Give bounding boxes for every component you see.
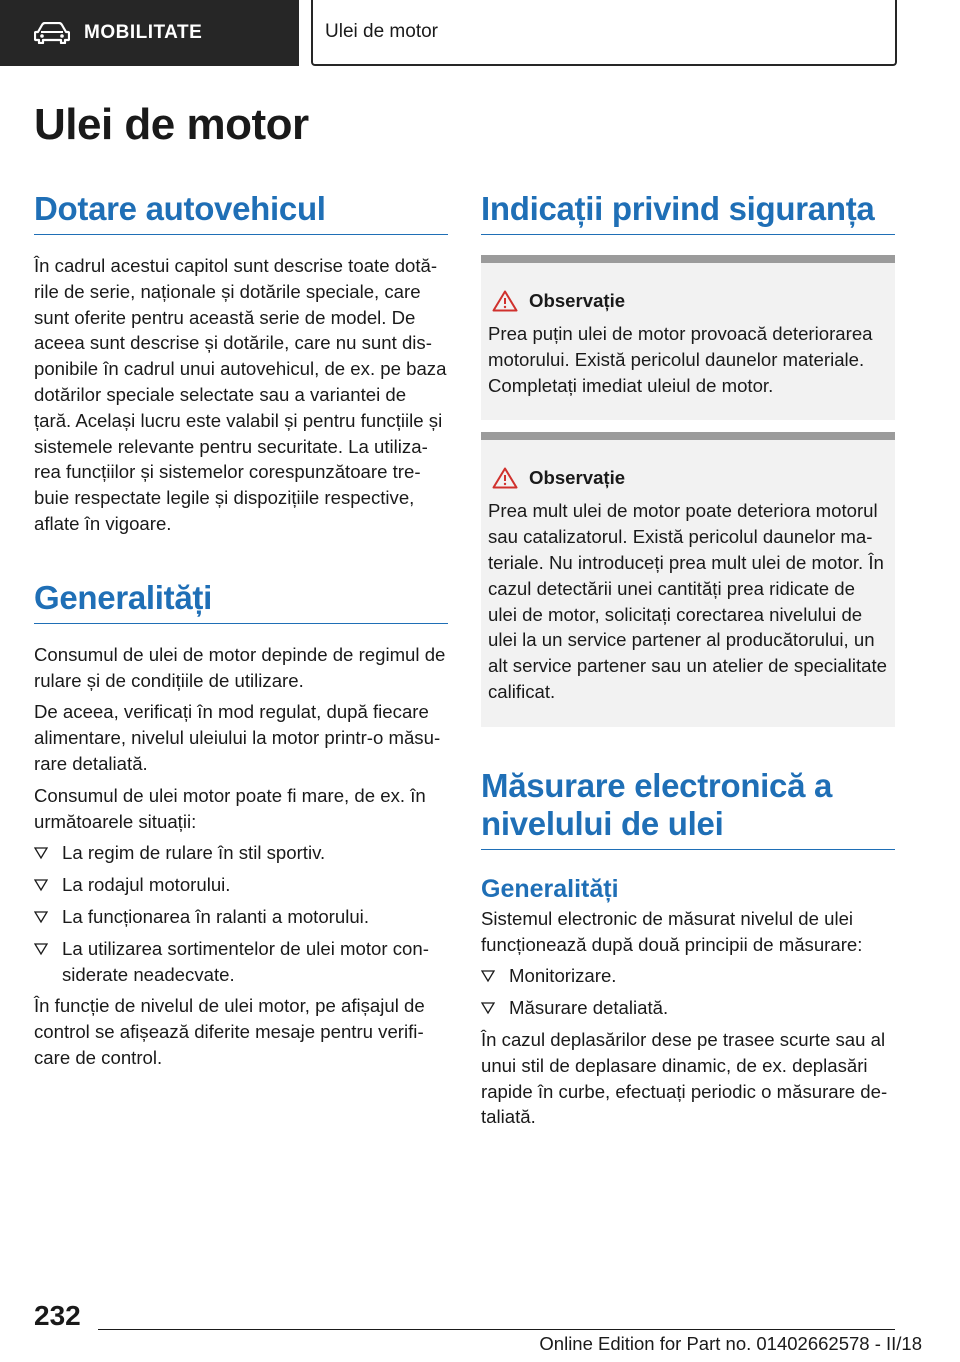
general-paragraph-4: În funcție de nivelul de ulei motor, pe afișajul de control se afișează diferite mesaje pentru verificare de control. <box>34 995 425 1068</box>
page-header <box>0 0 960 66</box>
page-title: Ulei de motor <box>34 100 309 149</box>
section-title-electronic-measurement: Măsurare electronică a nivelului de ulei <box>481 767 895 850</box>
section-title-equipment: Dotare autovehicul <box>34 190 448 235</box>
warning-icon <box>492 290 518 312</box>
chapter-tab[interactable] <box>311 0 897 66</box>
measurement-paragraph-2: În cazul deplasărilor dese pe trasee scurte sau al unui stil de deplasare dinamic, de ex. deplasări rapide în curbe, efectuați periodic o măsurare detaliată. <box>481 1028 888 1128</box>
note-body: Prea puțin ulei de motor provoacă deteriorarea motorului. Există pericolul daunelor materiale. Completați imediat uleiul de motor. <box>488 323 873 396</box>
equipment-paragraph: În cadrul acestui capitol sunt descrise toate dotările de serie, naționale și dotările speciale, care sunt oferite pentru această serie de model. De aceea sunt descrise și dotările, care nu sunt disponibile în cadrul unui autovehicul, de ex. pe baza dotărilor speciale selectate sau a variantei de țară. Același lucru este valabil și pentru funcțiile și sistemele relevante pentru securitate. La utilizarea funcțiilor și sistemelor corespunzătoare trebuie respectate legile și dispozițiile respective, aflate în vigoare. <box>34 255 447 534</box>
warning-icon <box>492 467 518 489</box>
triangle-bullet-icon <box>481 969 495 983</box>
edition-note: Online Edition for Part no. 01402662578 - II/18 <box>539 1333 922 1354</box>
right-column <box>481 190 895 1130</box>
note-title: Observație <box>529 467 626 489</box>
measurement-paragraph-1: Sistemul electronic de măsurat nivelul de ulei funcționează după două principii de măsurare: <box>481 907 863 955</box>
section-title-general: Generalități <box>34 579 448 624</box>
list-item: La utilizarea sortimentelor de ulei motor considerate neadecvate. <box>34 936 448 988</box>
safety-note-1 <box>481 255 895 420</box>
note-body: Prea mult ulei de motor poate deteriora motorul sau catalizatorul. Există pericolul daunelor materiale. Nu introduceți prea mult ulei de motor. În cazul detectării unei cantități prea ridicate de ulei de motor, solicitați corectarea nivelului de ulei la un service partener al producătorului, un alt service partener sau un atelier de specialitate calificat. <box>488 500 887 702</box>
section-title-safety: Indicații privind siguranța <box>481 190 895 235</box>
note-title: Observație <box>529 290 626 311</box>
measurement-list <box>481 963 895 1021</box>
triangle-bullet-icon <box>34 846 48 860</box>
consumption-list <box>34 840 448 987</box>
list-item: La funcționarea în ralanti a motorului. <box>34 904 448 930</box>
footer-divider <box>98 1329 895 1330</box>
section-tab-label: MOBILITATE <box>84 22 203 43</box>
section-tab[interactable] <box>0 0 299 66</box>
general-paragraph-3: Consumul de ulei motor poate fi mare, de ex. în următoarele situații: <box>34 784 426 832</box>
subsection-title-general: Generalități <box>481 874 619 903</box>
left-column <box>34 190 448 1071</box>
triangle-bullet-icon <box>481 1001 495 1015</box>
list-item: La rodajul motorului. <box>34 872 448 898</box>
triangle-bullet-icon <box>34 910 48 924</box>
general-paragraph-1: Consumul de ulei de motor depinde de regimul de rulare și de condițiile de utilizare. <box>34 643 446 691</box>
safety-note-2 <box>481 432 895 726</box>
page-number: 232 <box>34 1300 81 1331</box>
chapter-tab-label: Ulei de motor <box>325 21 438 42</box>
triangle-bullet-icon <box>34 878 48 892</box>
list-item: Măsurare detaliată. <box>481 995 895 1021</box>
triangle-bullet-icon <box>34 942 48 956</box>
general-paragraph-2: De aceea, verificați în mod regulat, după fiecare alimentare, nivelul uleiului la motor printr-o măsurare detaliată. <box>34 701 441 774</box>
car-icon <box>34 22 70 44</box>
list-item: Monitorizare. <box>481 963 895 989</box>
list-item: La regim de rulare în stil sportiv. <box>34 840 448 866</box>
